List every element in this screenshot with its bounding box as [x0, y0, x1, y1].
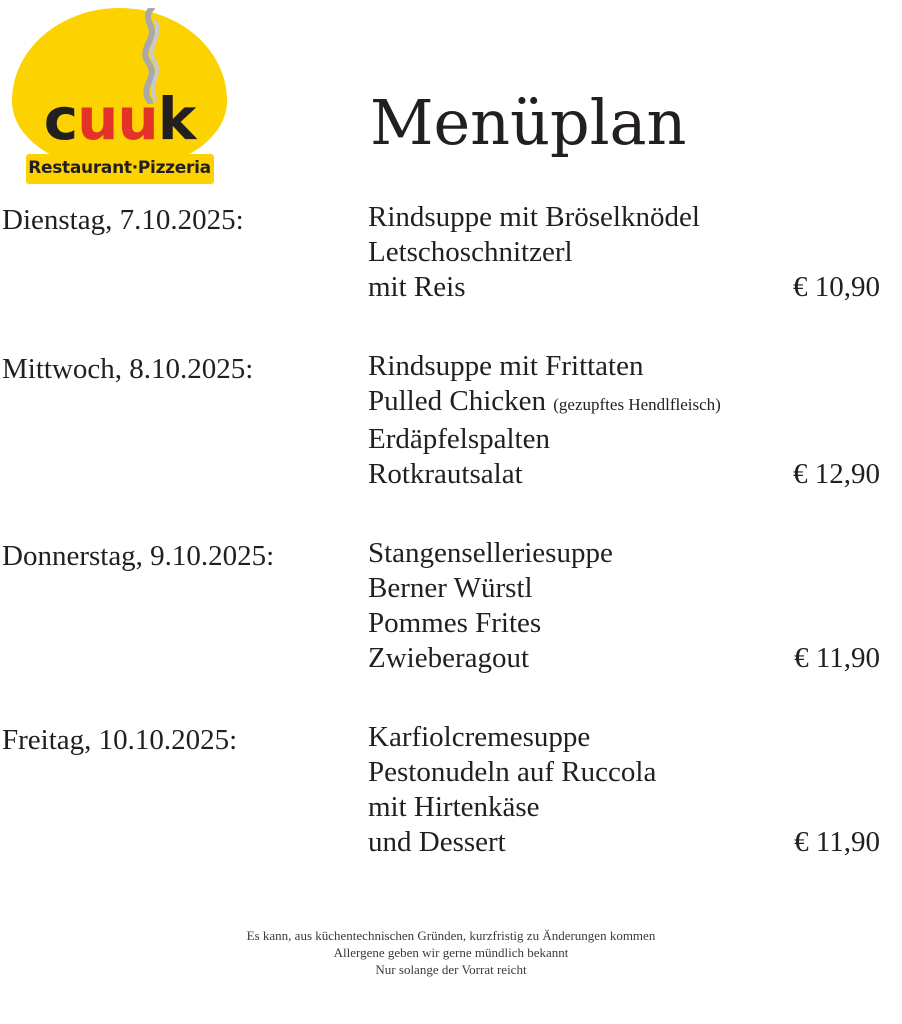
menu-day-date: Donnerstag, 9.10.2025:: [2, 540, 275, 572]
menu-day-dishes: [368, 349, 902, 492]
menu-dish-line: [368, 349, 880, 384]
menu-dish-text: mit Reis: [368, 271, 466, 303]
menu-dish-text: Pulled Chicken: [368, 385, 547, 417]
footer-line-1: Es kann, aus küchentechnischen Gründen, kurzfristig zu Änderungen kommen: [246, 928, 656, 943]
menu-dish-text: Pestonudeln auf Ruccola: [368, 756, 657, 788]
menu-price: € 12,90: [793, 458, 880, 490]
menu-day-row: [0, 720, 902, 860]
menu-dish-text: Pommes Frites: [368, 607, 542, 639]
menu-dish-text: Rindsuppe mit Frittaten: [368, 350, 644, 382]
footer-line-2: Allergene geben wir gerne mündlich bekannt: [333, 945, 569, 960]
menu-dish-text: Letschoschnitzerl: [368, 236, 573, 268]
menu-dish-text: Erdäpfelspalten: [368, 423, 550, 455]
menu-dish-text: Rotkrautsalat: [368, 458, 523, 490]
menu-dish-line: [368, 457, 880, 492]
menu-dish-line: [368, 720, 880, 755]
menu-dish-line: [368, 235, 880, 270]
menu-list: [0, 200, 902, 860]
menu-dish-line: [368, 755, 880, 790]
menu-dish-text: mit Hirtenkäse: [368, 791, 540, 823]
menu-dish-line: [368, 571, 880, 606]
logo-subtitle: Restaurant·Pizzeria: [28, 158, 211, 178]
menu-dish-line: [368, 606, 880, 641]
menu-dish-text: Rindsuppe mit Bröselknödel: [368, 201, 700, 233]
footer-notes: [0, 927, 902, 978]
menu-dish-line: [368, 384, 880, 422]
menu-day-row: [0, 536, 902, 676]
menu-dish-line: [368, 536, 880, 571]
menu-dish-note: (gezupftes Hendlfleisch): [553, 395, 721, 414]
menu-day-row: [0, 349, 902, 492]
footer-line-3: Nur solange der Vorrat reicht: [375, 962, 527, 977]
menu-day-dishes: [368, 536, 902, 676]
menu-day-dishes: [368, 720, 902, 860]
logo-wordmark-k: k: [157, 85, 196, 153]
menu-dish-text: und Dessert: [368, 826, 506, 858]
menu-day-date: Dienstag, 7.10.2025:: [2, 204, 244, 236]
menu-price: € 11,90: [794, 826, 880, 858]
menu-dish-line: [368, 200, 880, 235]
menu-dish-line: [368, 641, 880, 676]
page-header: [0, 0, 902, 200]
menu-dish-line: [368, 422, 880, 457]
page-title: Menüplan: [370, 86, 687, 159]
menu-price: € 11,90: [794, 642, 880, 674]
menu-day-dishes: [368, 200, 902, 305]
logo-wordmark: [12, 85, 227, 153]
menu-dish-text: Karfiolcremesuppe: [368, 721, 591, 753]
menu-dish-text: Stangenselleriesuppe: [368, 537, 613, 569]
menu-dish-text: Zwieberagout: [368, 642, 530, 674]
menu-price: € 10,90: [793, 271, 880, 303]
logo-wordmark-c: c: [43, 85, 78, 153]
menu-dish-line: [368, 825, 880, 860]
menu-day-date: Freitag, 10.10.2025:: [2, 724, 238, 756]
restaurant-logo: [12, 8, 227, 183]
menu-day-row: [0, 200, 902, 305]
menu-dish-text: Berner Würstl: [368, 572, 533, 604]
logo-wordmark-uu: uu: [77, 85, 158, 153]
menu-day-date: Mittwoch, 8.10.2025:: [2, 353, 254, 385]
menu-dish-line: [368, 790, 880, 825]
menu-dish-line: [368, 270, 880, 305]
